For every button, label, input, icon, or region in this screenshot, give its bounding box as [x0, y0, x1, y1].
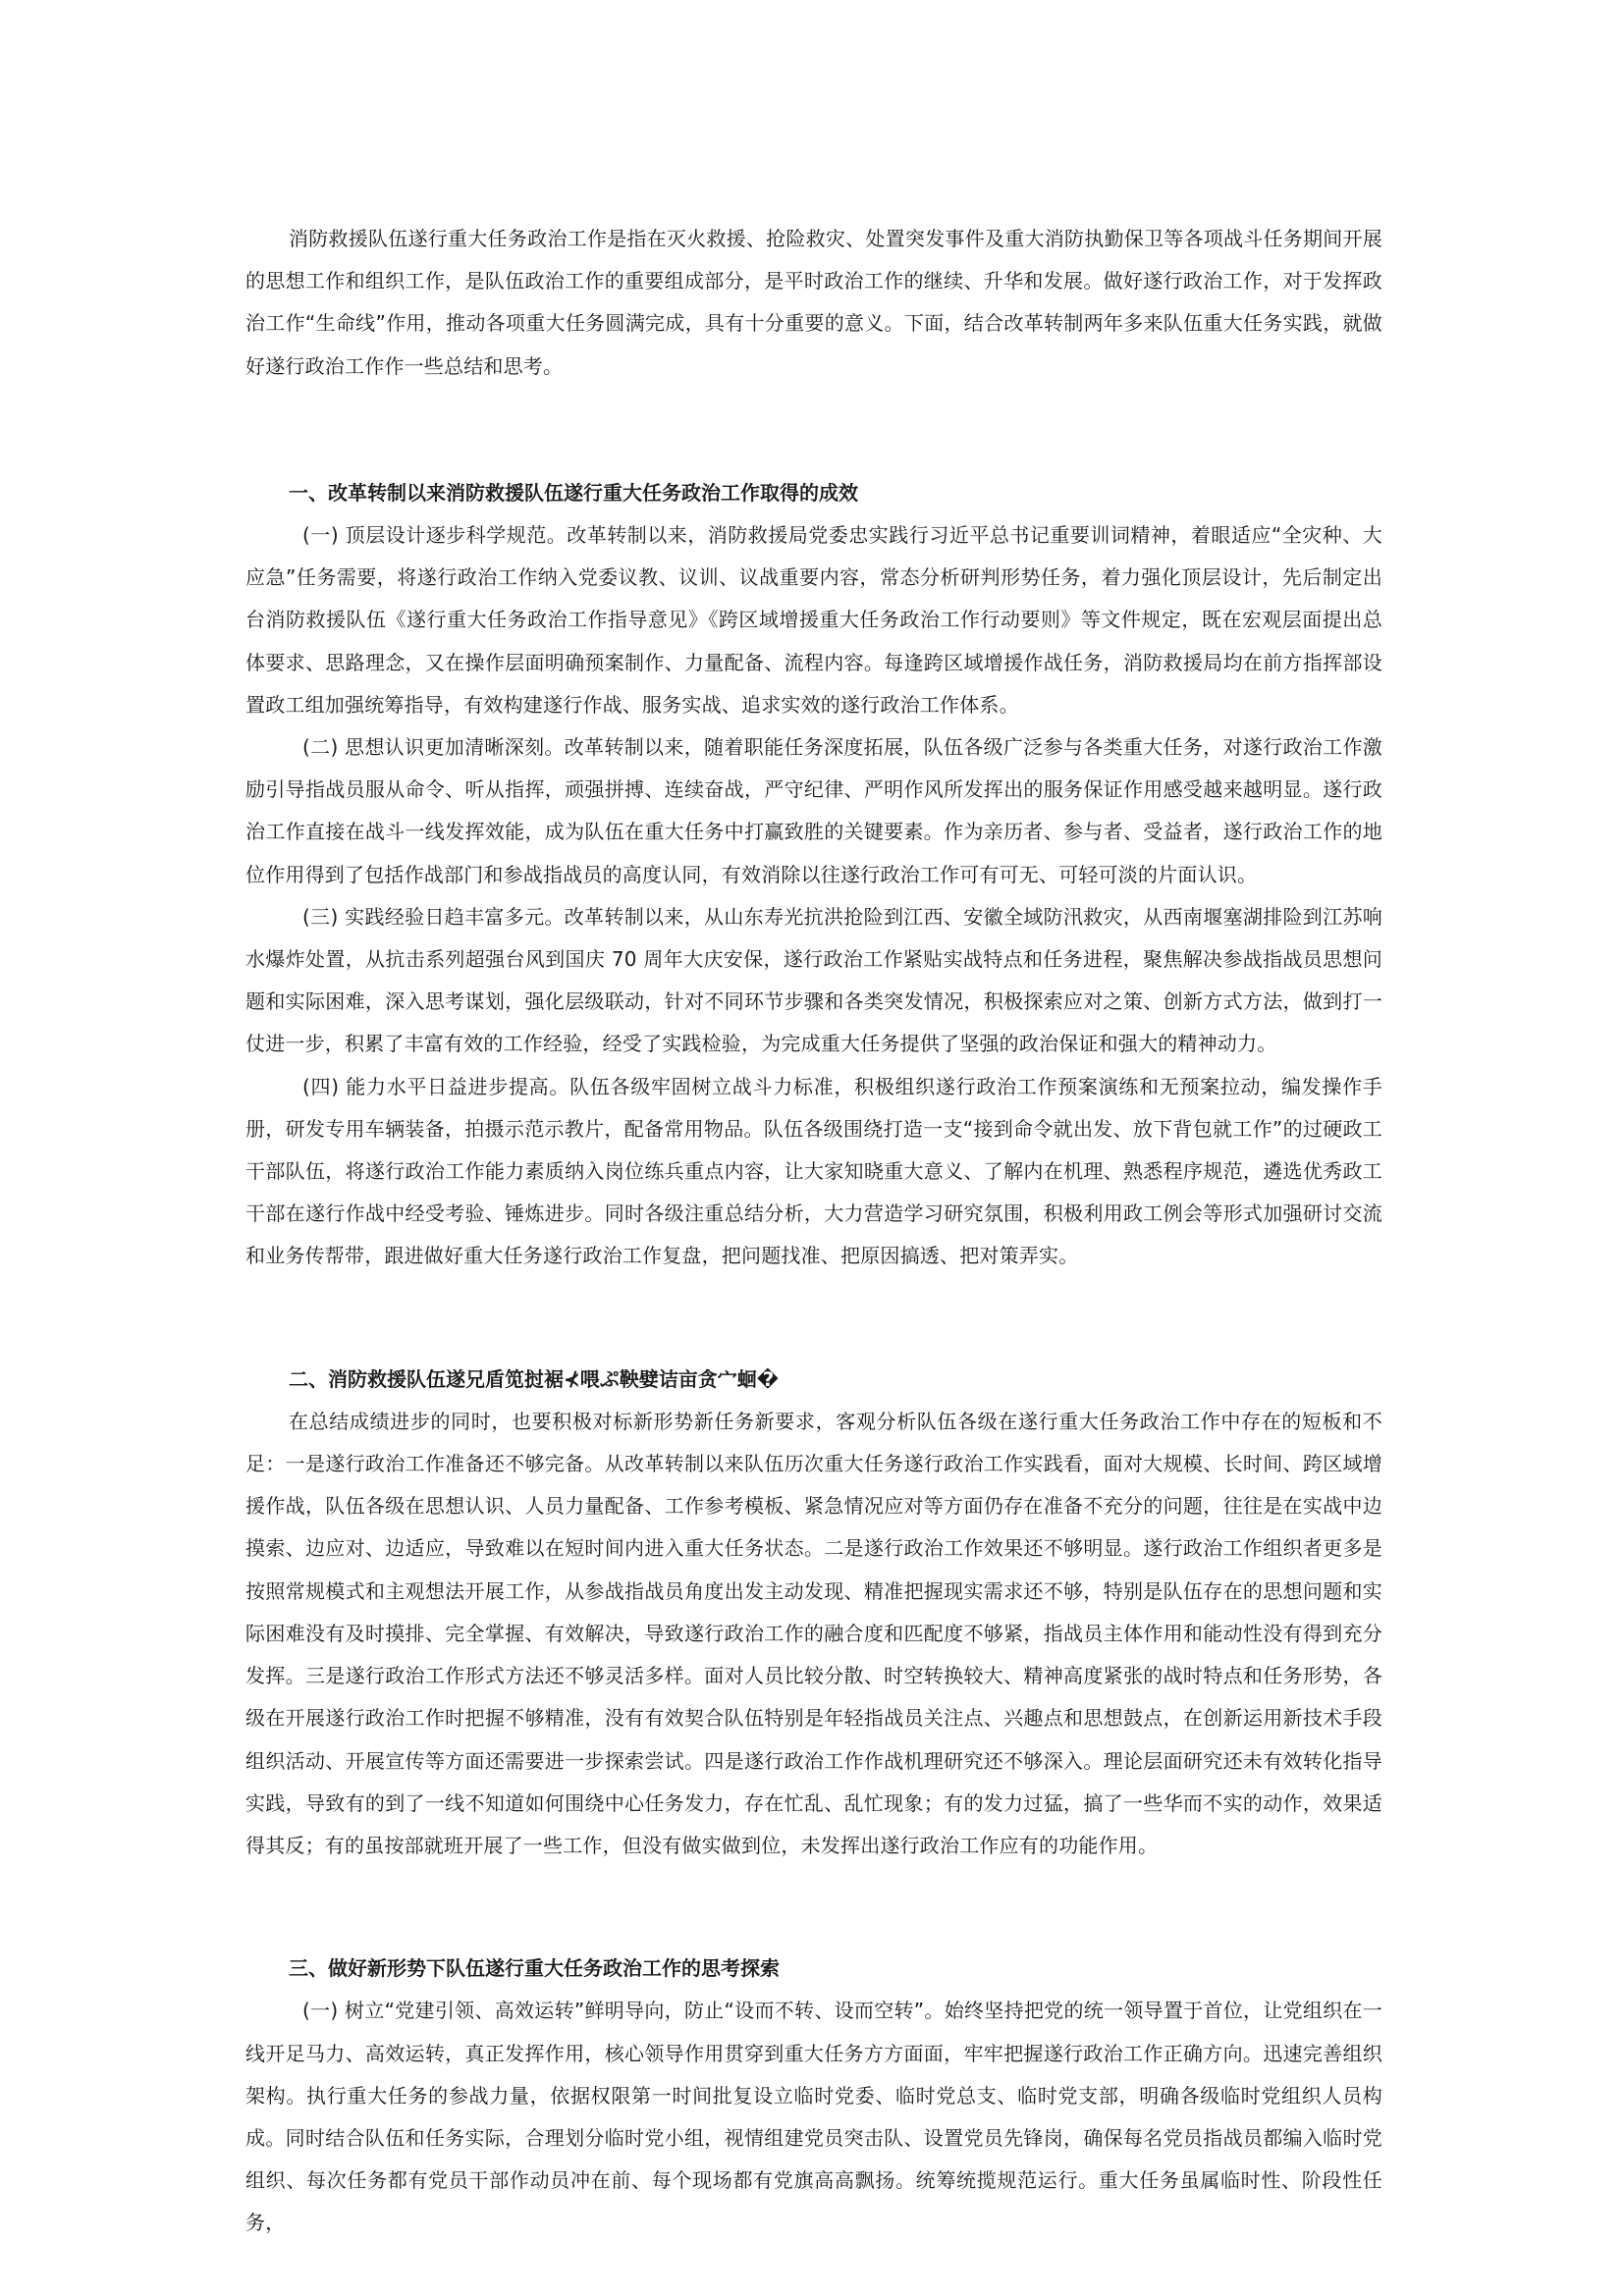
body-paragraph: 在总结成绩进步的同时，也要积极对标新形势新任务新要求，客观分析队伍各级在遂行重大任务政治工作中存在的短板和不足：一是遂行政治工作准备还不够完备。从改革转制以来队伍历次重大任务遂行政治工作实践看，面对大规模、长时间、跨区域增援作战，队伍各级在思想认识、人员力量配备、工作参考模板、紧急情况应对等方面仍存在准备不充分的问题，往往是在实战中边摸索、边应对、边适应，导致难以在短时间内进入重大任务状态。二是遂行政治工作效果还不够明显。遂行政治工作组织者更多是按照常规模式和主观想法开展工作，从参战指战员角度出发主动发现、精准把握现实需求还不够，特别是队伍存在的思想问题和实际困难没有及时摸排、完全掌握、有效解决，导致遂行政治工作的融合度和匹配度不够紧，指战员主体作用和能动性没有得到充分发挥。三是遂行政治工作形式方法还不够灵活多样。面对人员比较分散、时空转换较大、精神高度紧张的战时特点和任务形势，各级在开展遂行政治工作时把握不够精准，没有有效契合队伍特别是年轻指战员关注点、兴趣点和思想鼓点，在创新运用新技术手段组织活动、开展宣传等方面还需要进一步探索尝试。四是遂行政治工作作战机理研究还不够深入。理论层面研究还未有效转化指导实践，导致有的到了一线不知道如何围绕中心任务发力，存在忙乱、乱忙现象；有的发力过猛，搞了一些华而不实的动作，效果适得其反；有的虽按部就班开展了一些工作，但没有做实做到位，未发挥出遂行政治工作应有的功能作用。 — [245, 1409, 1382, 1857]
document-page — [245, 218, 1382, 2245]
body-paragraph: (四) 能力水平日益进步提高。队伍各级牢固树立战斗力标准，积极组织遂行政治工作预案演练和无预案拉动，编发操作手册，研发专用车辆装备，拍摄示范示教片，配备常用物品。队伍各级围绕打造一支“接到命令就出发、放下背包就工作”的过硬政工干部队伍，将遂行政治工作能力素质纳入岗位练兵重点内容，让大家知晓重大意义、了解内在机理、熟悉程序规范，遴选优秀政工干部在遂行作战中经受考验、锤炼进步。同时各级注重总结分析，大力营造学习研究氛围，积极利用政工例会等形式加强研讨交流和业务传帮带，跟进做好重大任务遂行政治工作复盘，把问题找准、把原因搞透、把对策弄实。 — [245, 1074, 1382, 1268]
body-paragraph: (一) 树立“党建引领、高效运转”鲜明导向，防止“设而不转、设而空转”。始终坚持把党的统一领导置于首位，让党组织在一线开足马力、高效运转，真正发挥作用，核心领导作用贯穿到重大任务方方面面，牢牢把握遂行政治工作正确方向。迅速完善组织架构。执行重大任务的参战力量，依据权限第一时间批复设立临时党委、临时党总支、临时党支部，明确各级临时党组织人员构成。同时结合队伍和任务实际，合理划分临时党小组，视情组建党员突击队、设置党员先锋岗，确保每名党员指战员都编入临时党组织、每次任务都有党员干部作动员冲在前、每个现场都有党旗高高飘扬。统筹统揽规范运行。重大任务虽属临时性、阶段性任务， — [245, 1999, 1382, 2235]
body-paragraph: (三) 实践经验日趋丰富多元。改革转制以来，从山东寿光抗洪抢险到江西、安徽全域防汛救灾，从西南堰塞湖排险到江苏响水爆炸处置，从抗击系列超强台风到国庆 70 周年大庆安保，遂行政治工作紧贴实战特点和任务进程，聚焦解决参战指战员思想问题和实际困难，深入思考谋划，强化层级联动，针对不同环节步骤和各类突发情况，积极探索应对之策、创新方式方法，做到打一仗进一步，积累了丰富有效的工作经验，经受了实践检验，为完成重大任务提供了坚强的政治保证和强大的精神动力。 — [245, 904, 1382, 1056]
section-spacer — [245, 1867, 1382, 1948]
section-heading: 一、改革转制以来消防救援队伍遂行重大任务政治工作取得的成效 — [289, 480, 858, 505]
body-paragraph: (二) 思想认识更加清晰深刻。改革转制以来，随着职能任务深度拓展，队伍各级广泛参与各类重大任务，对遂行政治工作激励引导指战员服从命令、听从指挥，顽强拼搏、连续奋战，严守纪律、严明作风所发挥出的服务保证作用感受越来越明显。遂行政治工作直接在战斗一线发挥效能，成为队伍在重大任务中打赢致胜的关键要素。作为亲历者、参与者、受益者，遂行政治工作的地位作用得到了包括作战部门和参战指战员的高度认同，有效消除以往遂行政治工作可有可无、可轻可淡的片面认识。 — [245, 735, 1382, 886]
section-achievements — [245, 472, 1382, 1278]
body-paragraph: (一) 顶层设计逐步科学规范。改革转制以来，消防救援局党委忠实践行习近平总书记重要训词精神，着眼适应“全灾种、大应急”任务需要，将遂行政治工作纳入党委议教、议训、议战重要内容，常态分析研判形势任务，着力强化顶层设计，先后制定出台消防救援队伍《遂行重大任务政治工作指导意见》《跨区域增援重大任务政治工作行动要则》等文件规定，既在宏观层面提出总体要求、思路理念，又在操作层面明确预案制作、力量配备、流程内容。每逢跨区域增援作战任务，消防救援局均在前方指挥部设置政工组加强统筹指导，有效构建遂行作战、服务实战、追求实效的遂行政治工作体系。 — [245, 523, 1382, 717]
section-shortcomings — [245, 1359, 1382, 1867]
section-spacer — [245, 1278, 1382, 1359]
section-heading: 二、消防救援队伍遂兄盾笕挝裾⊀喂ぷ鞅嬖诘亩贪宀蛔� — [289, 1366, 780, 1391]
intro-paragraph: 消防救援队伍遂行重大任务政治工作是指在灭火救援、抢险救灾、处置突发事件及重大消防执勤保卫等各项战斗任务期间开展的思想工作和组织工作，是队伍政治工作的重要组成部分，是平时政治工作的继续、升华和发展。做好遂行政治工作，对于发挥政治工作“生命线”作用，推动各项重大任务圆满完成，具有十分重要的意义。下面，结合改革转制两年多来队伍重大任务实践，就做好遂行政治工作作一些总结和思考。 — [245, 227, 1382, 378]
section-spacer — [245, 388, 1382, 472]
section-exploration — [245, 1948, 1382, 2244]
section-heading: 三、做好新形势下队伍遂行重大任务政治工作的思考探索 — [289, 1956, 780, 1981]
